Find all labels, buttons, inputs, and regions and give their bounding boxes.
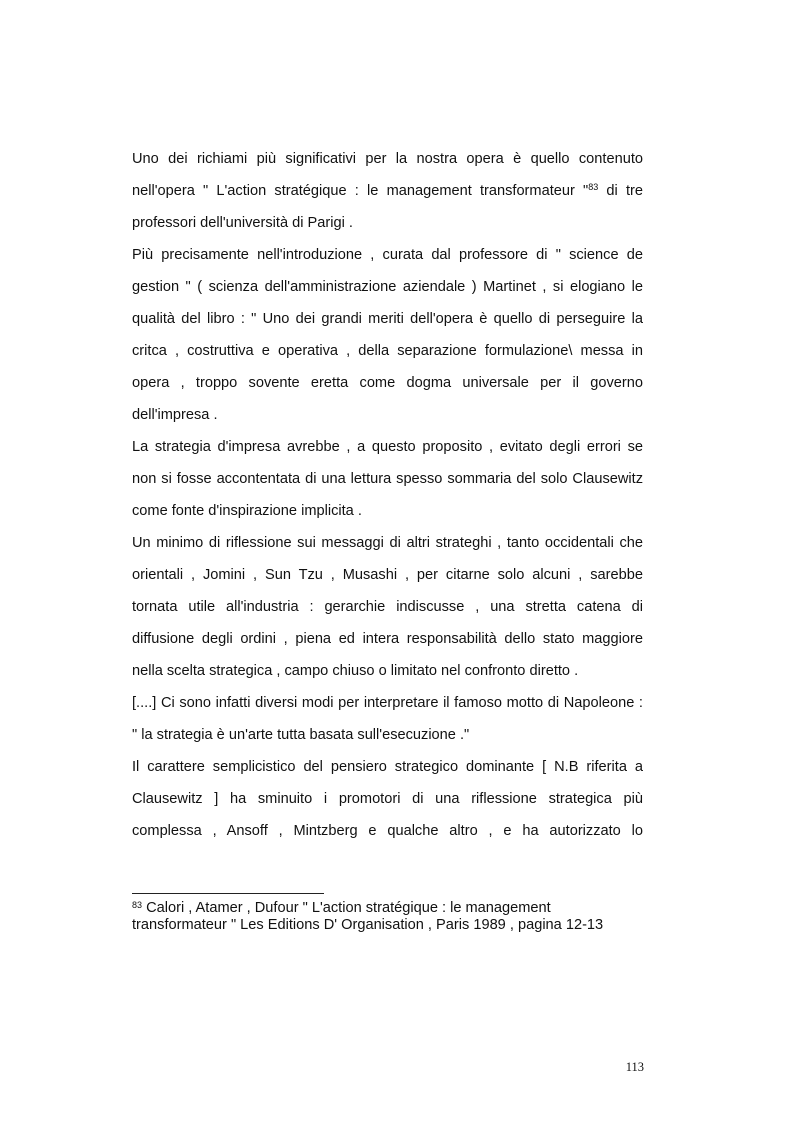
text-line: [....] Ci sono infatti diversi modi per interpretare il famoso motto di Napoleone : [132,695,643,711]
footnote-line: transformateur " Les Editions D' Organisation , Paris 1989 , pagina 12-13 [132,917,604,933]
text-line: nella scelta strategica , campo chiuso o limitato nel confronto diretto . [132,663,579,679]
footnote-line: Calori , Atamer , Dufour " L'action stratégique : le management [146,900,551,916]
text-line: come fonte d'inspirazione implicita . [132,503,362,519]
paragraph-3 [132,431,643,527]
text-line: diffusione degli ordini , piena ed intera responsabilità dello stato maggiore [132,631,643,647]
paragraph-1 [132,143,643,239]
text-line: " la strategia è un'arte tutta basata sull'esecuzione ." [132,727,470,743]
text-line: tornata utile all'industria : gerarchie indiscusse , una stretta catena di [132,599,643,615]
text-segment: nell'opera " L'action stratégique : le management transformateur " [132,183,589,199]
text-line: Il carattere semplicistico del pensiero strategico dominante [ N.B riferita a [132,759,643,775]
text-line: Un minimo di riflessione sui messaggi di altri strateghi , tanto occidentali che [132,535,643,551]
text-line: non si fosse accontentata di una lettura spesso sommaria del solo Clausewitz [132,471,643,487]
text-line: complessa , Ansoff , Mintzberg e qualche altro , e ha autorizzato lo [132,823,643,839]
footnote [132,900,652,934]
text-line: La strategia d'impresa avrebbe , a questo proposito , evitato degli errori se [132,439,643,455]
footnote-number: 83 [132,900,143,910]
text-line: Clausewitz ] ha sminuito i promotori di una riflessione strategica più [132,791,643,807]
text-line: orientali , Jomini , Sun Tzu , Musashi , per citarne solo alcuni , sarebbe [132,567,643,583]
text-line: opera , troppo sovente eretta come dogma universale per il governo [132,375,643,391]
footnote-separator [132,893,324,894]
text-line: professori dell'università di Parigi . [132,215,353,231]
footnote-reference[interactable]: 83 [588,182,599,192]
paragraph-2 [132,239,643,431]
text-line: Uno dei richiami più significativi per la nostra opera è quello contenuto [132,151,643,167]
text-line: dell'impresa . [132,407,218,423]
paragraph-4 [132,527,643,687]
paragraph-6 [132,751,643,847]
text-line: gestion " ( scienza dell'amministrazione aziendale ) Martinet , si elogiano le [132,279,643,295]
paragraph-5 [132,687,643,751]
body-text [132,143,643,847]
text-line: critca , costruttiva e operativa , della separazione formulazione\ messa in [132,343,643,359]
text-segment: di tre [606,183,643,199]
text-line-with-footnote [132,175,643,207]
text-line: qualità del libro : " Uno dei grandi meriti dell'opera è quello di perseguire la [132,311,643,327]
text-line: Più precisamente nell'introduzione , curata dal professore di " science de [132,247,643,263]
page-number: 113 [625,1060,644,1074]
